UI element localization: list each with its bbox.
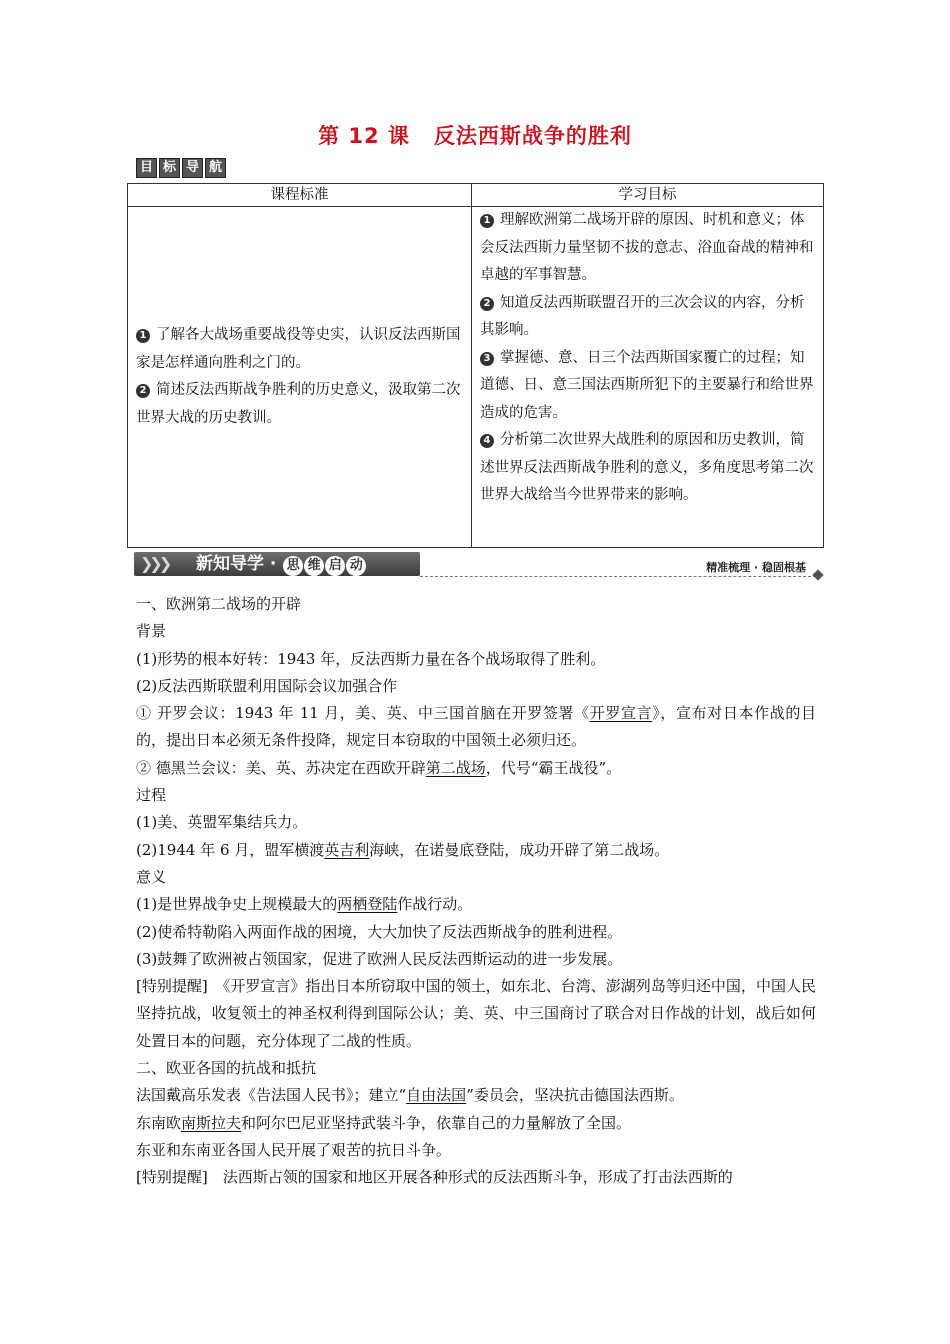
banner-circle-char: 启 [325, 556, 345, 576]
paragraph: (1)形势的根本好转：1943 年，反法西斯力量在各个战场取得了胜利。 [136, 649, 606, 668]
objective-nav-tag [136, 158, 226, 178]
paragraph: 东亚和东南亚各国人民开展了艰苦的抗日斗争。 [136, 1140, 452, 1159]
paragraph: (2)反法西斯联盟利用国际会议加强合作 [136, 676, 398, 695]
lesson-name: 反法西斯战争的胜利 [433, 124, 632, 148]
goal-item [480, 207, 815, 290]
goal-text: 知道反法西斯联盟召开的三次会议的内容，分析其影响。 [480, 294, 805, 338]
key-term: 英吉利 [324, 840, 370, 859]
lesson-content [136, 591, 816, 1192]
key-term: 南斯拉夫 [181, 1113, 242, 1132]
paragraph: 东南欧南斯拉夫和阿尔巴尼亚坚持武装斗争，依靠自己的力量解放了全国。 [136, 1113, 632, 1132]
page-title [0, 120, 950, 150]
double-chevron-icon: ❯❯❯ [140, 554, 169, 573]
banner-subtitle: 精准梳理 · 稳固根基 [706, 561, 806, 574]
number-badge: 2 [136, 384, 150, 398]
paragraph: (1)美、英盟军集结兵力。 [136, 813, 308, 832]
goal-item [480, 290, 815, 345]
standard-item [136, 322, 463, 377]
number-badge: 3 [480, 352, 494, 366]
curriculum-standard-cell [128, 207, 472, 548]
header-curriculum-standard: 课程标准 [128, 184, 472, 207]
key-term: 自由法国 [406, 1086, 467, 1105]
key-term: 两栖登陆 [337, 895, 398, 914]
banner-title-a: 新知导学 [196, 554, 264, 574]
banner-circle-char: 维 [304, 556, 324, 576]
header-learning-goals: 学习目标 [472, 184, 824, 207]
number-badge: 1 [136, 329, 150, 343]
paragraph: 法国戴高乐发表《告法国人民书》；建立“自由法国”委员会，坚决抗击德国法西斯。 [136, 1086, 684, 1105]
subheading-process: 过程 [136, 786, 167, 805]
section-heading: 一、欧洲第二战场的开辟 [136, 595, 302, 613]
learning-goals-cell [472, 207, 824, 548]
tag-char: 导 [182, 158, 203, 178]
subheading-background: 背景 [136, 622, 167, 641]
diamond-icon [812, 569, 823, 580]
tag-char: 标 [159, 158, 180, 178]
number-badge: 4 [480, 434, 494, 448]
key-term: 开罗宣言 [589, 704, 653, 723]
goal-item [480, 427, 815, 510]
paragraph-cairo: ① 开罗会议：1943 年 11 月，美、英、中三国首脑在开罗签署《开罗宣言》，宣布对日本作战的目的，提出日本必须无条件投降，规定日本窃取的中国领土必须归还。 [136, 704, 816, 750]
standard-item [136, 377, 463, 432]
standard-text: 了解各大战场重要战役等史实，认识反法西斯国家是怎样通向胜利之门的。 [136, 327, 461, 371]
paragraph: (1)是世界战争史上规模最大的两栖登陆作战行动。 [136, 895, 473, 914]
goal-item [480, 345, 815, 428]
standards-table [127, 183, 824, 548]
special-reminder: [特别提醒] 《开罗宣言》指出日本所窃取中国的领土，如东北、台湾、澎湖列岛等归还中国，中国人民坚持抗战，收复领土的神圣权利得到国际公认；美、英、中三国商讨了联合对日作战的计划，战后如何处置日本的问题，充分体现了二战的性质。 [136, 977, 816, 1050]
section-heading: 二、欧亚各国的抗战和抵抗 [136, 1059, 317, 1078]
paragraph: (2)1944 年 6 月，盟军横渡英吉利海峡，在诺曼底登陆，成功开辟了第二战场。 [136, 840, 670, 859]
banner-dot: · [269, 554, 277, 574]
key-term: 第二战场 [425, 758, 486, 777]
banner-circle-char: 动 [346, 556, 366, 576]
banner-circle-char: 思 [283, 556, 303, 576]
section-banner [134, 550, 824, 580]
paragraph-tehran: ② 德黑兰会议：美、英、苏决定在西欧开辟第二战场，代号“霸王战役”。 [136, 758, 622, 777]
standard-text: 简述反法西斯战争胜利的历史意义，汲取第二次世界大战的历史教训。 [136, 382, 461, 426]
banner-label [134, 552, 420, 576]
special-reminder: [特别提醒] 法西斯占领的国家和地区开展各种形式的反法西斯斗争，形成了打击法西斯的 [136, 1168, 733, 1187]
banner-divider [420, 576, 816, 577]
goal-text: 分析第二次世界大战胜利的原因和历史教训，简述世界反法西斯战争胜利的意义，多角度思考第二次世界大战给当今世界带来的影响。 [480, 432, 814, 503]
goal-text: 理解欧洲第二战场开辟的原因、时机和意义；体会反法西斯力量坚韧不拔的意志、浴血奋战的精神和卓越的军事智慧。 [480, 212, 814, 283]
number-badge: 2 [480, 297, 494, 311]
banner-title [196, 553, 366, 576]
goal-text: 掌握德、意、日三个法西斯国家覆亡的过程；知道德、日、意三国法西斯所犯下的主要暴行和给世界造成的危害。 [480, 349, 814, 421]
tag-char: 航 [205, 158, 226, 178]
paragraph: (2)使希特勒陷入两面作战的困境，大大加快了反法西斯战争的胜利进程。 [136, 922, 623, 941]
subheading-significance: 意义 [136, 867, 167, 886]
number-badge: 1 [480, 214, 494, 228]
lesson-number: 第 12 课 [318, 124, 410, 148]
tag-char: 目 [136, 158, 157, 178]
paragraph: (3)鼓舞了欧洲被占领国家，促进了欧洲人民反法西斯运动的进一步发展。 [136, 949, 623, 968]
